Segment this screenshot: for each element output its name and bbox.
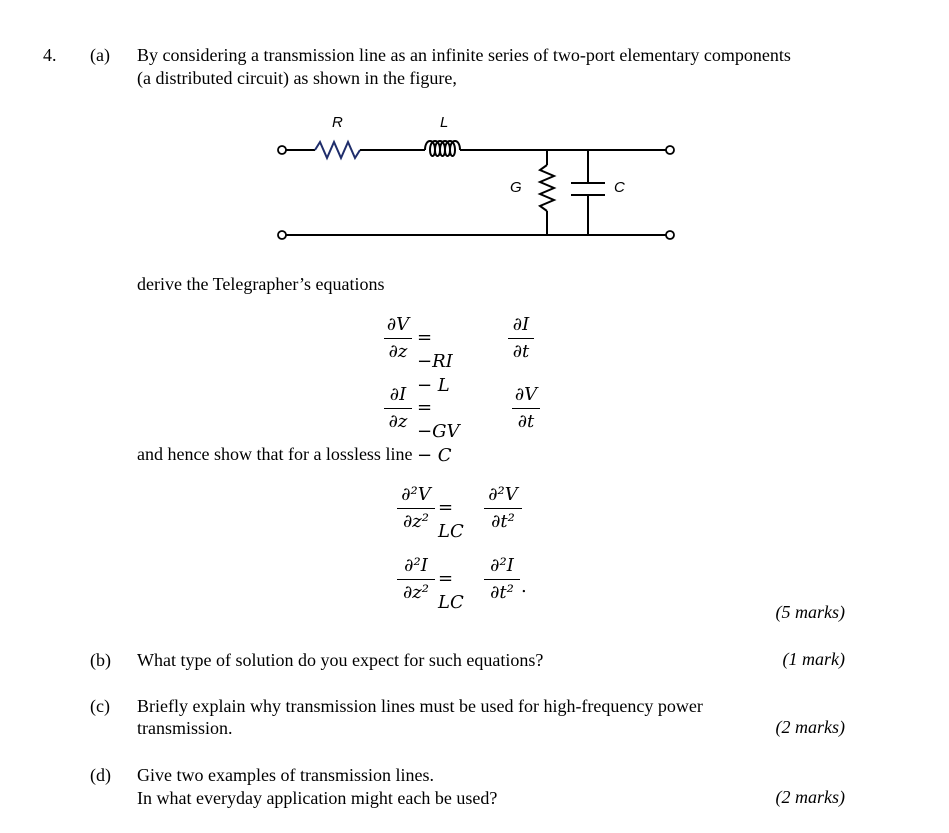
g-label: G [510, 179, 522, 196]
part-a-marks: (5 marks) [775, 602, 845, 622]
eq1-lhs-den: ∂z [388, 341, 408, 362]
eq2-lhs-num: ∂I [389, 384, 407, 405]
terminal-top-left [278, 146, 286, 154]
part-c-label: (c) [90, 696, 110, 716]
eq2-rhs-den: ∂t [517, 411, 535, 432]
part-a-line2: (a distributed circuit) as shown in the figure, [137, 68, 457, 88]
eq2-lhs-fraction [384, 383, 412, 434]
l-label: L [440, 114, 449, 131]
eq4-rhs-fraction [484, 554, 520, 605]
c-label: C [614, 179, 625, 196]
eq1-rhs-num: ∂I [512, 314, 530, 335]
part-a-line1: By considering a transmission line as an infinite series of two-port elementary components [137, 45, 791, 65]
eq4-lhs-num: ∂²I [404, 555, 428, 576]
distributed-circuit-figure [270, 105, 690, 250]
conductance-g [540, 165, 554, 211]
eq3-rhs-fraction [484, 483, 522, 534]
part-c-line2: transmission. [137, 718, 233, 738]
part-d-line1: Give two examples of transmission lines. [137, 765, 434, 785]
terminal-top-right [666, 146, 674, 154]
part-b-text: What type of solution do you expect for such equations? [137, 650, 544, 670]
eq3-rhs-den: ∂t² [491, 511, 515, 532]
part-a-label: (a) [90, 45, 110, 65]
eq2-rhs-num: ∂V [514, 384, 538, 405]
part-d-marks: (2 marks) [775, 787, 845, 807]
eq4-period: . [521, 576, 527, 597]
eq2-middle: = −GV − C [417, 397, 460, 466]
part-b-marks: (1 mark) [782, 649, 845, 669]
resistor-r [315, 142, 360, 158]
eq1-middle: = −RI − L [417, 327, 453, 396]
eq4-lhs-den: ∂z² [402, 582, 429, 603]
eq4-rhs-den: ∂t² [490, 582, 514, 603]
eq4-lhs-fraction [397, 554, 435, 605]
eq3-rhs-num: ∂²V [488, 484, 518, 505]
question-number: 4. [43, 45, 57, 65]
part-d-label: (d) [90, 765, 111, 785]
r-label: R [332, 114, 343, 131]
eq4-middle: = LC [438, 568, 464, 613]
part-d-line2: In what everyday application might each be used? [137, 788, 498, 808]
inductor-l [425, 141, 460, 156]
eq1-rhs-fraction [508, 313, 534, 364]
eq3-lhs-den: ∂z² [402, 511, 429, 532]
part-c-marks: (2 marks) [775, 717, 845, 737]
eq1-rhs-den: ∂t [512, 341, 530, 362]
eq4-rhs-num: ∂²I [490, 555, 514, 576]
eq1-lhs-fraction [384, 313, 412, 364]
eq1-lhs-num: ∂V [386, 314, 410, 335]
derive-text: derive the Telegrapher’s equations [137, 274, 385, 294]
eq3-lhs-num: ∂²V [401, 484, 431, 505]
eq3-middle: = LC [438, 497, 464, 542]
eq3-lhs-fraction [397, 483, 435, 534]
part-b-label: (b) [90, 650, 111, 670]
eq2-lhs-den: ∂z [388, 411, 408, 432]
terminal-bottom-left [278, 231, 286, 239]
lossless-text: and hence show that for a lossless line [137, 444, 413, 464]
eq2-rhs-fraction [512, 383, 540, 434]
part-c-line1: Briefly explain why transmission lines must be used for high-frequency power [137, 696, 703, 716]
terminal-bottom-right [666, 231, 674, 239]
